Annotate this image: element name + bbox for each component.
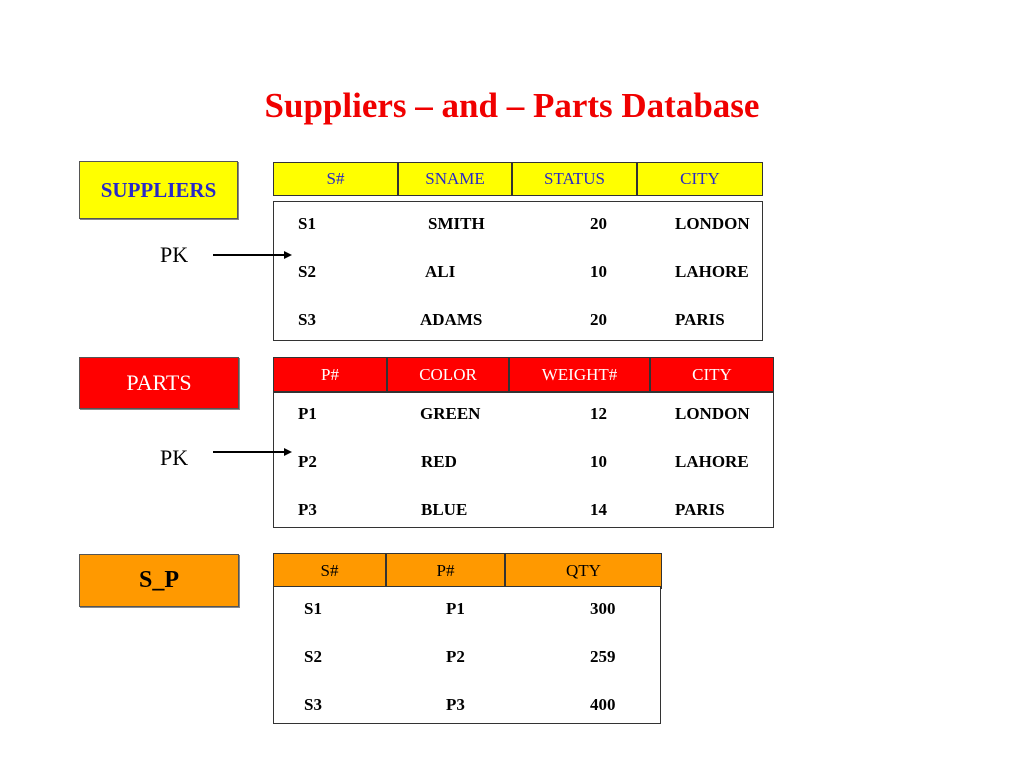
cell: S1 [304,599,322,618]
cell: P2 [298,452,317,471]
sp-label-text: S_P [138,567,179,593]
cell: P1 [298,404,317,423]
cell: 259 [590,647,616,666]
cell: LONDON [675,214,750,233]
cell: LAHORE [675,262,749,281]
suppliers-header-city: CITY [637,162,763,196]
cell: PARIS [675,500,725,519]
cell: 400 [590,695,616,714]
cell: ALI [425,262,456,281]
cell: P1 [446,599,465,618]
sp-header-pno: P# [386,553,505,589]
suppliers-header [273,162,763,196]
suppliers-header-sname: SNAME [398,162,512,196]
cell: RED [421,452,457,471]
parts-header-city: CITY [650,357,774,392]
cell: 20 [590,214,607,233]
cell: 14 [590,500,607,519]
arrow-head-icon [284,251,292,259]
cell: S2 [298,262,316,281]
cell: 10 [590,262,607,281]
pk-arrow [213,254,287,256]
suppliers-header-status: STATUS [512,162,637,196]
cell: SMITH [428,214,485,233]
pk-label: PK [160,242,189,267]
pk-arrow [213,451,287,453]
sp-header [273,553,662,589]
cell: S1 [298,214,316,233]
suppliers-label-text: SUPPLIERS [100,177,217,202]
cell: P2 [446,647,465,666]
cell: S3 [298,310,316,329]
arrow-head-icon [284,448,292,456]
suppliers-label [79,161,238,219]
parts-header-pno: P# [273,357,387,392]
cell: BLUE [421,500,468,519]
cell: 12 [590,404,607,423]
sp-header-sno: S# [273,553,386,589]
cell: 300 [590,599,616,618]
parts-header-color: COLOR [387,357,509,392]
cell: 10 [590,452,607,471]
cell: S2 [304,647,322,666]
cell: P3 [446,695,465,714]
parts-label-text: PARTS [126,370,192,395]
pk-label: PK [160,445,189,470]
parts-label [79,357,239,409]
suppliers-header-sno: S# [273,162,398,196]
cell: GREEN [420,404,481,423]
page-title: Suppliers – and – Parts Database [264,86,760,125]
parts-header [273,357,774,392]
cell: PARIS [675,310,725,329]
cell: LONDON [675,404,750,423]
cell: S3 [304,695,322,714]
cell: 20 [590,310,607,329]
parts-header-weight: WEIGHT# [509,357,650,392]
sp-header-qty: QTY [505,553,662,589]
sp-label [79,554,239,607]
cell: ADAMS [420,310,483,329]
cell: P3 [298,500,317,519]
cell: LAHORE [675,452,749,471]
